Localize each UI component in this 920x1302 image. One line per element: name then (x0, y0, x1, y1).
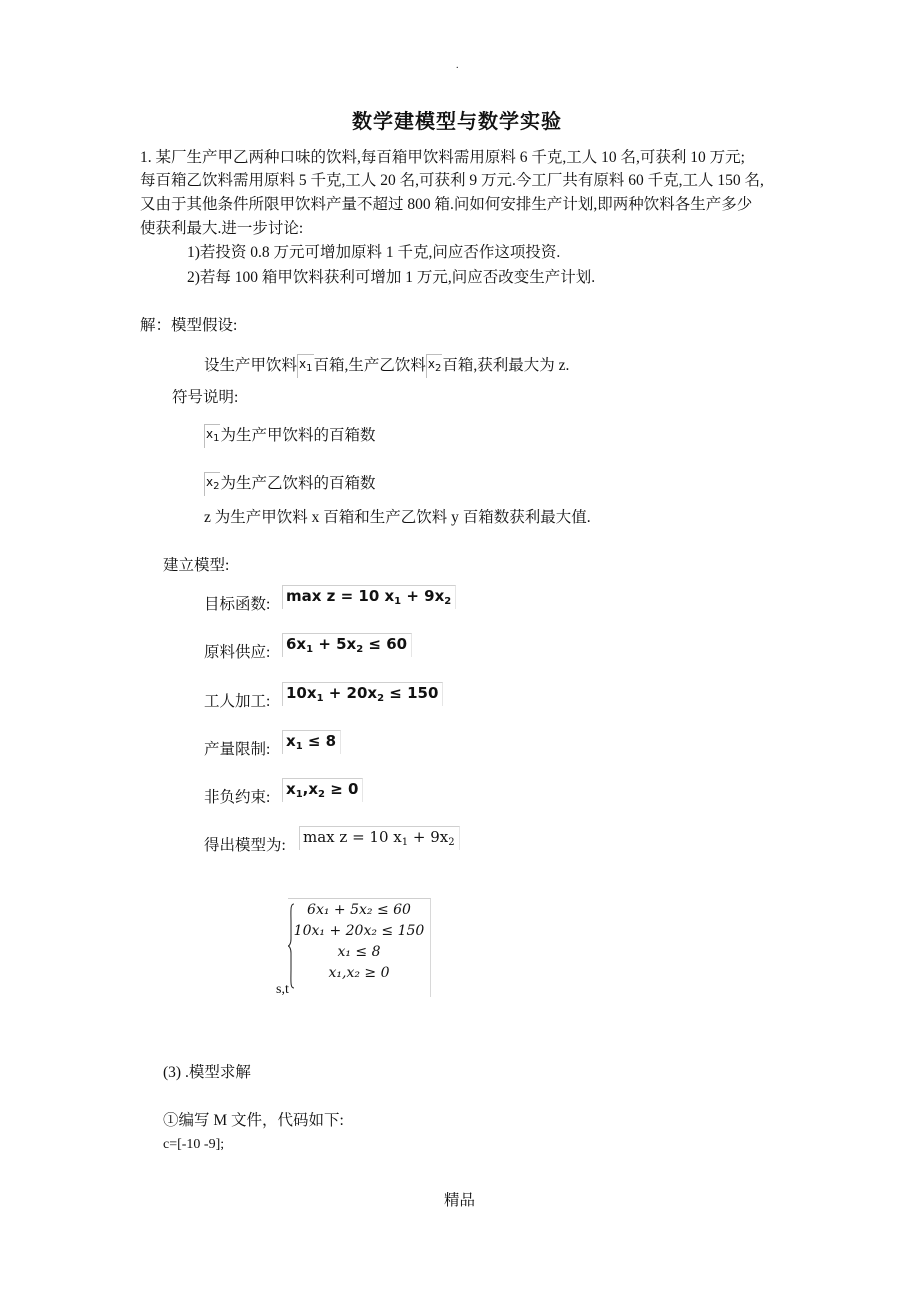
supply-formula: $6x_1 + 5x_2 \le 60$ (282, 633, 412, 657)
symbol-x2-line (204, 472, 376, 496)
assumption-line (204, 354, 569, 378)
symbols-heading: 符号说明: (172, 389, 239, 406)
var-x2-image: $x_2$ (426, 354, 442, 378)
symbol-x1-desc: 为生产甲饮料的百箱数 (220, 427, 376, 444)
symbol-x2-desc: 为生产乙饮料的百箱数 (220, 475, 376, 492)
problem-line-3: 又由于其他条件所限甲饮料产量不超过 800 箱.问如何安排生产计划,即两种饮料各生产多少 (140, 196, 753, 213)
result-label: 得出模型为: (204, 837, 286, 854)
solution-heading: 解：模型假设: (140, 317, 238, 334)
system-row-1: 6x₁ + 5x₂ ≤ 60 (307, 902, 411, 918)
result-formula: max z = 10 $x_1 + 9x_2$ (299, 826, 460, 850)
solve-heading: (3) .模型求解 (163, 1064, 251, 1081)
question-2: 2)若每 100 箱甲饮料获利可增加 1 万元,问应否改变生产计划. (187, 269, 596, 286)
problem-line-1: 1. 某厂生产甲乙两种口味的饮料,每百箱甲饮料需用原料 6 千克,工人 10 名,可获利 10 万元; (140, 149, 745, 166)
assumption-text-a: 设生产甲饮料 (204, 357, 298, 374)
page-title: 数学建模型与数学实验 (352, 111, 562, 133)
labor-label: 工人加工: (204, 693, 271, 710)
header-dot: . (456, 60, 459, 71)
problem-line-2: 每百箱乙饮料需用原料 5 千克,工人 20 名,可获利 9 万元.今工厂共有原料 60 千克,工人 150 名, (140, 172, 764, 189)
assumption-text-c: 百箱,获利最大为 z. (442, 357, 570, 374)
footer-text: 精品 (444, 1192, 476, 1209)
var-x1-image: $x_1$ (204, 424, 220, 448)
system-row-3: x₁ ≤ 8 (337, 944, 381, 960)
assumption-text-b: 百箱,生产乙饮料 (313, 357, 426, 374)
nonneg-formula: $x_1,x_2 \ge 0$ (282, 778, 363, 802)
symbol-z-desc: z 为生产甲饮料 x 百箱和生产乙饮料 y 百箱数获利最大值. (204, 509, 591, 526)
st-label: s,t (276, 982, 289, 997)
model-heading: 建立模型: (163, 557, 230, 574)
problem-line-4: 使获利最大.进一步讨论: (140, 220, 304, 237)
system-row-2: 10x₁ + 20x₂ ≤ 150 (293, 923, 425, 939)
var-x1-image: $x_1$ (297, 354, 313, 378)
var-x2-image: $x_2$ (204, 472, 220, 496)
limit-formula: $x_1 \le 8$ (282, 730, 341, 754)
limit-label: 产量限制: (204, 741, 271, 758)
objective-label: 目标函数: (204, 596, 271, 613)
supply-label: 原料供应: (204, 644, 271, 661)
constraint-system (288, 898, 431, 997)
system-row-4: x₁,x₂ ≥ 0 (328, 965, 390, 981)
labor-formula: $10x_1 + 20x_2 \le 150$ (282, 682, 443, 706)
solve-step-1: ①编写 M 文件，代码如下: (163, 1112, 344, 1129)
nonneg-label: 非负约束: (204, 789, 271, 806)
question-1: 1)若投资 0.8 万元可增加原料 1 千克,问应否作这项投资. (187, 244, 561, 261)
code-line-1: c=[-10 -9]; (163, 1137, 225, 1152)
symbol-x1-line (204, 424, 376, 448)
objective-formula: max z = 10 $x_1 + 9x_2$ (282, 585, 456, 609)
